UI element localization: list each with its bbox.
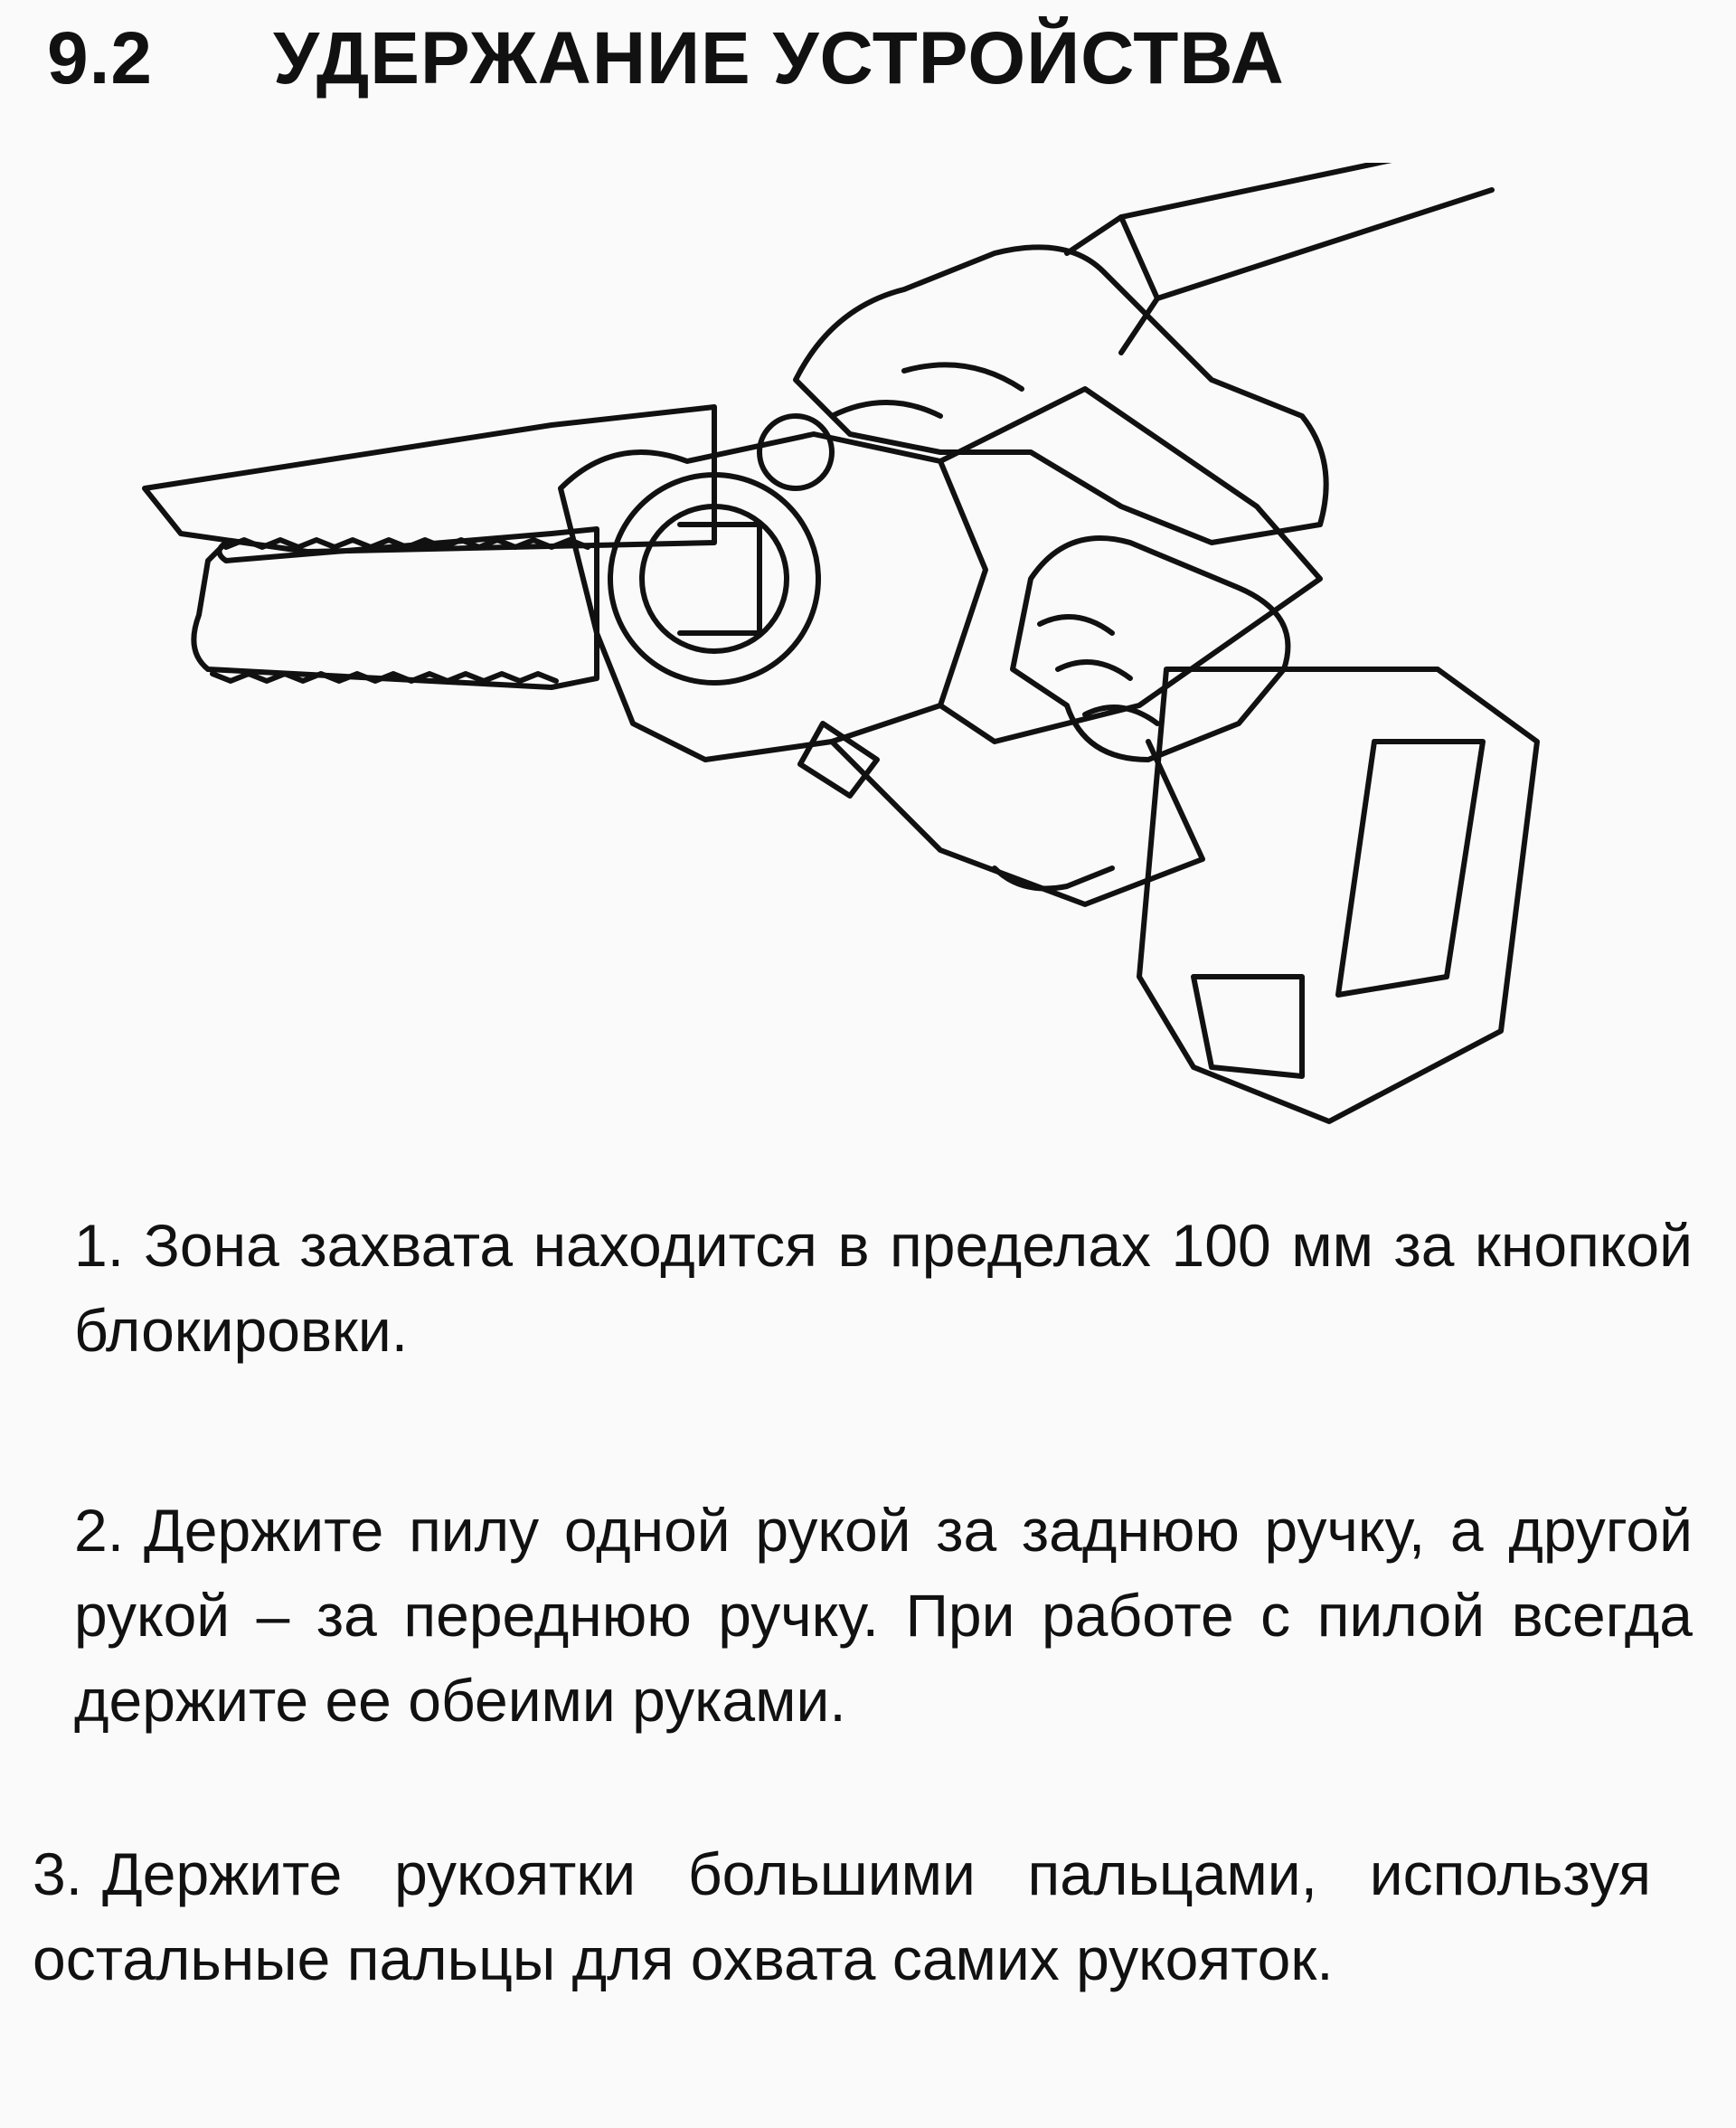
handle-body (940, 389, 1320, 742)
chainsaw-held-in-hands-icon (127, 163, 1628, 1149)
list-item-number: 1. (74, 1212, 125, 1279)
list-item (74, 1203, 1693, 1373)
battery-base (1194, 977, 1302, 1076)
list-item (33, 1831, 1651, 2001)
battery-slot (1338, 742, 1483, 995)
trigger-guard (995, 868, 1112, 889)
list-item-text: Держите рукоятки большими пальцами, используя остальные пальцы для охвата самих рукояток. (33, 1840, 1651, 1992)
list-item-number: 2. (74, 1497, 125, 1564)
list-item-text: Держите пилу одной рукой за заднюю ручку, а другой рукой – за переднюю ручку. При работе с пилой всегда держите ее обеими руками. (74, 1497, 1693, 1734)
section-heading (47, 18, 1285, 99)
list-item-number: 3. (33, 1840, 83, 1907)
front-knob (760, 416, 832, 488)
upper-arm (1121, 163, 1492, 298)
list-item-text: Зона захвата находится в пределах 100 мм за кнопкой блокировки. (74, 1212, 1693, 1364)
list-item (74, 1488, 1693, 1743)
section-title: УДЕРЖАНИЕ УСТРОЙСТВА (273, 17, 1285, 99)
section-number: 9.2 (47, 17, 153, 99)
chain-bar (145, 407, 714, 552)
upper-sleeve (1067, 217, 1157, 353)
side-stub (800, 724, 877, 796)
upper-hand-fingers (832, 364, 1022, 416)
chain-bar-slot (193, 529, 597, 687)
